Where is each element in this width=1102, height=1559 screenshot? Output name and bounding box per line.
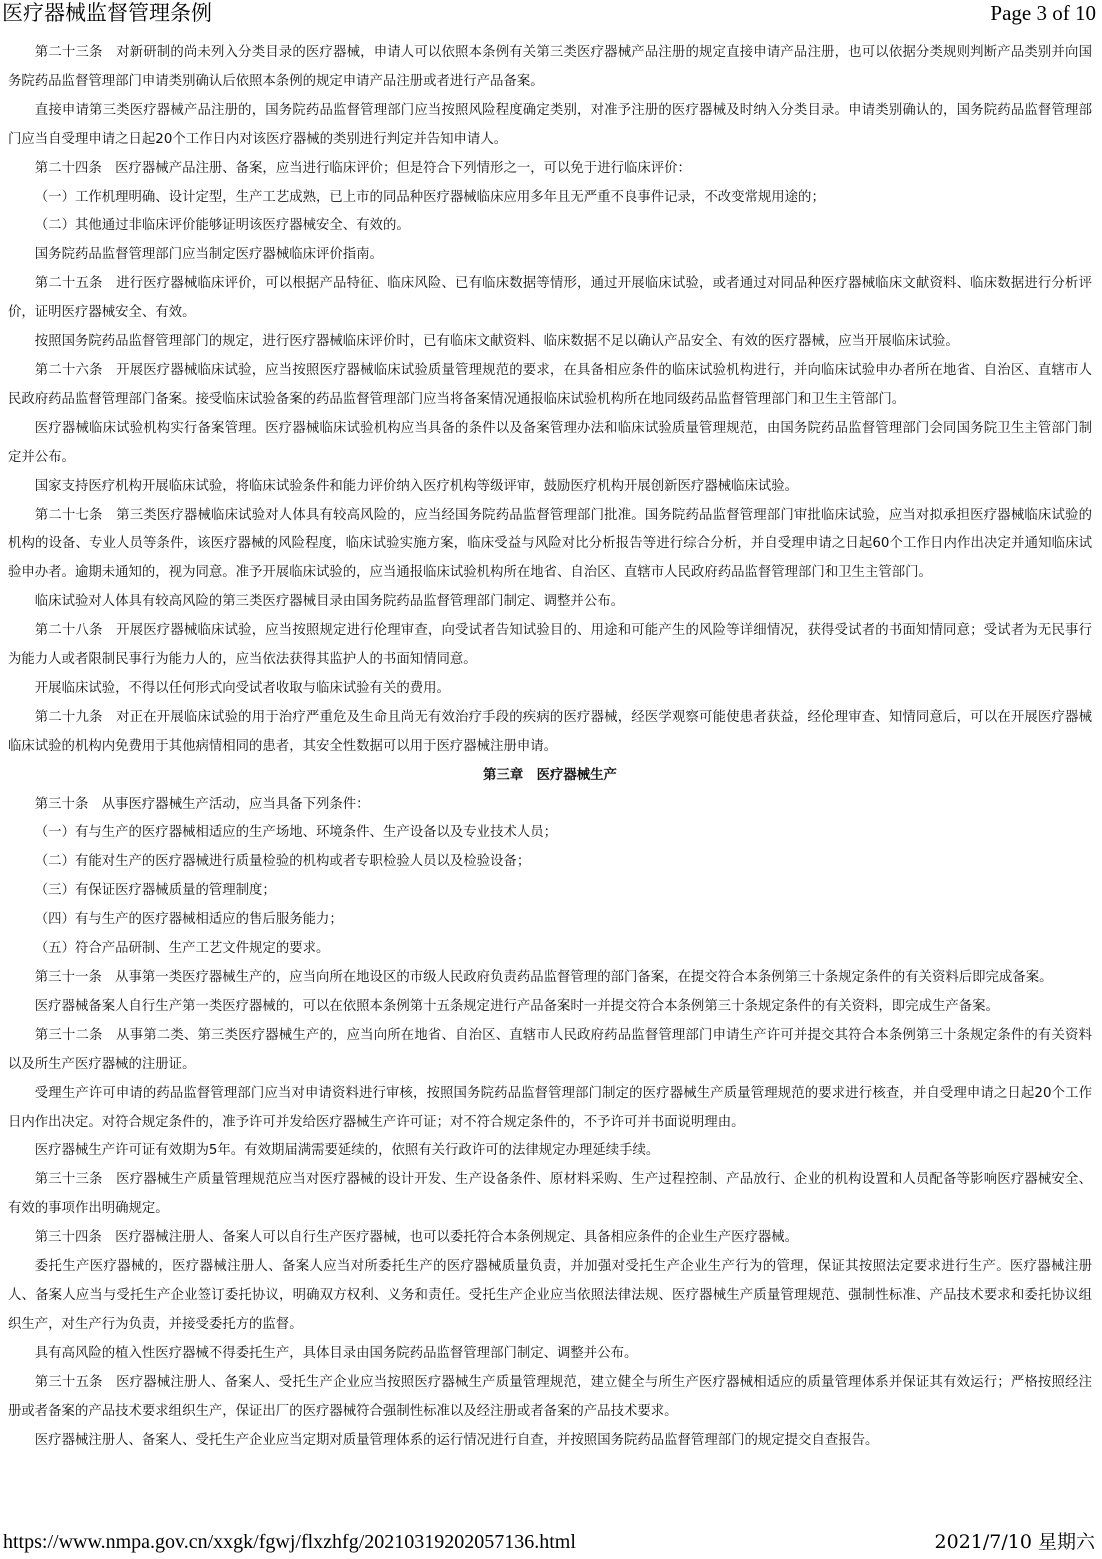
paragraph: 医疗器械备案人自行生产第一类医疗器械的，可以在依照本条例第十五条规定进行产品备案时一并提交符合本条例第三十条规定条件的有关资料，即完成生产备案。 (34, 998, 999, 1014)
document-body (8, 39, 1092, 1455)
document-title: 医疗器械监督管理条例 (2, 1, 212, 25)
source-url-link[interactable]: https://www.nmpa.gov.cn/xxgk/fgwj/flxzhfg/20210319202057136.html (3, 1531, 576, 1553)
paragraph: 医疗器械注册人、备案人、受托生产企业应当定期对质量管理体系的运行情况进行自查，并按照国务院药品监督管理部门的规定提交自查报告。 (34, 1432, 879, 1448)
paragraph-article-29: 第二十九条 对正在开展临床试验的用于治疗严重危及生命且尚无有效治疗手段的疾病的医疗器械，经医学观察可能使患者获益，经伦理审查、知情同意后，可以在开展医疗器械临床试验的机构内免费用于其他病情相同的患者，其安全性数据可以用于医疗器械注册申请。 (8, 709, 1092, 754)
print-date: 2021/7/10 星期六 (934, 1531, 1095, 1553)
paragraph-article-31: 第三十一条 从事第一类医疗器械生产的，应当向所在地设区的市级人民政府负责药品监督管理的部门备案，在提交符合本条例第三十条规定条件的有关资料后即完成备案。 (34, 970, 1053, 985)
paragraph-article-34: 第三十四条 医疗器械注册人、备案人可以自行生产医疗器械，也可以委托符合本条例规定、具备相应条件的企业生产医疗器械。 (34, 1230, 799, 1246)
list-item: （四）有与生产的医疗器械相适应的售后服务能力； (34, 912, 343, 928)
paragraph-article-33: 第三十三条 医疗器械生产质量管理规范应当对医疗器械的设计开发、生产设备条件、原材料采购、生产过程控制、产品放行、企业的机构设置和人员配备等影响医疗器械安全、有效的事项作出明确规定。 (8, 1172, 1092, 1217)
paragraph: 国务院药品监督管理部门应当制定医疗器械临床评价指南。 (34, 247, 383, 263)
paragraph: 临床试验对人体具有较高风险的第三类医疗器械目录由国务院药品监督管理部门制定、调整并公布。 (34, 594, 624, 610)
paragraph: 医疗器械临床试验机构实行备案管理。医疗器械临床试验机构应当具备的条件以及备案管理办法和临床试验质量管理规范，由国务院药品监督管理部门会同国务院卫生主管部门制定并公布。 (8, 420, 1092, 465)
paragraph: 医疗器械生产许可证有效期为5年。有效期届满需要延续的，依照有关行政许可的法律规定办理延续手续。 (34, 1143, 660, 1159)
paragraph: 受理生产许可申请的药品监督管理部门应当对申请资料进行审核，按照国务院药品监督管理部门制定的医疗器械生产质量管理规范的要求进行核查，并自受理申请之日起20个工作日内作出决定。对符合规定条件的，准予许可并发给医疗器械生产许可证；对不符合规定条件的，不予许可并书面说明理由。 (8, 1085, 1092, 1130)
paragraph-article-27: 第二十七条 第三类医疗器械临床试验对人体具有较高风险的，应当经国务院药品监督管理部门批准。国务院药品监督管理部门审批临床试验，应当对拟承担医疗器械临床试验的机构的设备、专业人员等条件，该医疗器械的风险程度，临床试验实施方案，临床受益与风险对比分析报告等进行综合分析，并自受理申请之日起60个工作日内作出决定并通知临床试验申办者。逾期未通知的，视为同意。准予开展临床试验的，应当通报临床试验机构所在地省、自治区、直辖市人民政府药品监督管理部门和卫生主管部门。 (8, 507, 1092, 581)
list-item: （二）有能对生产的医疗器械进行质量检验的机构或者专职检验人员以及检验设备； (34, 854, 531, 870)
list-item: （一）工作机理明确、设计定型，生产工艺成熟，已上市的同品种医疗器械临床应用多年且无严重不良事件记录，不改变常规用途的； (34, 189, 825, 205)
paragraph-article-30: 第三十条 从事医疗器械生产活动，应当具备下列条件： (34, 796, 370, 812)
paragraph-article-23: 第二十三条 对新研制的尚未列入分类目录的医疗器械，申请人可以依照本条例有关第三类医疗器械产品注册的规定直接申请产品注册，也可以依据分类规则判断产品类别并向国务院药品监督管理部门申请类别确认后依照本条例的规定申请产品注册或者进行产品备案。 (8, 45, 1092, 89)
paragraph-article-35: 第三十五条 医疗器械注册人、备案人、受托生产企业应当按照医疗器械生产质量管理规范，建立健全与所生产医疗器械相适应的质量管理体系并保证其有效运行；严格按照经注册或者备案的产品技术要求组织生产，保证出厂的医疗器械符合强制性标准以及经注册或者备案的产品技术要求。 (8, 1374, 1092, 1419)
paragraph: 具有高风险的植入性医疗器械不得委托生产，具体目录由国务院药品监督管理部门制定、调整并公布。 (34, 1345, 638, 1361)
paragraph: 开展临床试验，不得以任何形式向受试者收取与临床试验有关的费用。 (34, 680, 450, 696)
page-footer (3, 1529, 1099, 1557)
list-item: （五）符合产品研制、生产工艺文件规定的要求。 (34, 941, 330, 957)
paragraph-article-32: 第三十二条 从事第二类、第三类医疗器械生产的，应当向所在地省、自治区、直辖市人民政府药品监督管理部门申请生产许可并提交其符合本条例第三十条规定条件的有关资料以及所生产医疗器械的注册证。 (8, 1027, 1092, 1072)
paragraph-article-28: 第二十八条 开展医疗器械临床试验，应当按照规定进行伦理审查，向受试者告知试验目的、用途和可能产生的风险等详细情况，获得受试者的书面知情同意；受试者为无民事行为能力人或者限制民事行为能力人的，应当依法获得其监护人的书面知情同意。 (8, 623, 1092, 668)
page-header (2, 0, 1100, 30)
paragraph-article-26: 第二十六条 开展医疗器械临床试验，应当按照医疗器械临床试验质量管理规范的要求，在具备相应条件的临床试验机构进行，并向临床试验申办者所在地省、自治区、直辖市人民政府药品监督管理部门备案。接受临床试验备案的药品监督管理部门应当将备案情况通报临床试验机构所在地同级药品监督管理部门和卫生主管部门。 (8, 362, 1092, 407)
paragraph-article-24: 第二十四条 医疗器械产品注册、备案，应当进行临床评价；但是符合下列情形之一，可以免于进行临床评价： (34, 160, 691, 176)
chapter-heading: 第三章 医疗器械生产 (483, 767, 617, 783)
list-item: （二）其他通过非临床评价能够证明该医疗器械安全、有效的。 (34, 218, 410, 234)
paragraph: 国家支持医疗机构开展临床试验，将临床试验条件和能力评价纳入医疗机构等级评审，鼓励医疗机构开展创新医疗器械临床试验。 (34, 478, 799, 494)
paragraph-article-25: 第二十五条 进行医疗器械临床评价，可以根据产品特征、临床风险、已有临床数据等情形，通过开展临床试验，或者通过对同品种医疗器械临床文献资料、临床数据进行分析评价，证明医疗器械安全、有效。 (8, 276, 1092, 321)
paragraph: 按照国务院药品监督管理部门的规定，进行医疗器械临床评价时，已有临床文献资料、临床数据不足以确认产品安全、有效的医疗器械，应当开展临床试验。 (34, 334, 959, 350)
list-item: （一）有与生产的医疗器械相适应的生产场地、环境条件、生产设备以及专业技术人员； (34, 825, 558, 841)
page-number: Page 3 of 10 (990, 1, 1096, 25)
list-item: （三）有保证医疗器械质量的管理制度； (34, 883, 276, 899)
paragraph: 委托生产医疗器械的，医疗器械注册人、备案人应当对所委托生产的医疗器械质量负责，并加强对受托生产企业生产行为的管理，保证其按照法定要求进行生产。医疗器械注册人、备案人应当与受托生产企业签订委托协议，明确双方权利、义务和责任。受托生产企业应当依照法律法规、医疗器械生产质量管理规范、强制性标准、产品技术要求和委托协议组织生产，对生产行为负责，并接受委托方的监督。 (8, 1259, 1092, 1332)
paragraph: 直接申请第三类医疗器械产品注册的，国务院药品监督管理部门应当按照风险程度确定类别，对准予注册的医疗器械及时纳入分类目录。申请类别确认的，国务院药品监督管理部门应当自受理申请之日起20个工作日内对该医疗器械的类别进行判定并告知申请人。 (8, 102, 1092, 147)
